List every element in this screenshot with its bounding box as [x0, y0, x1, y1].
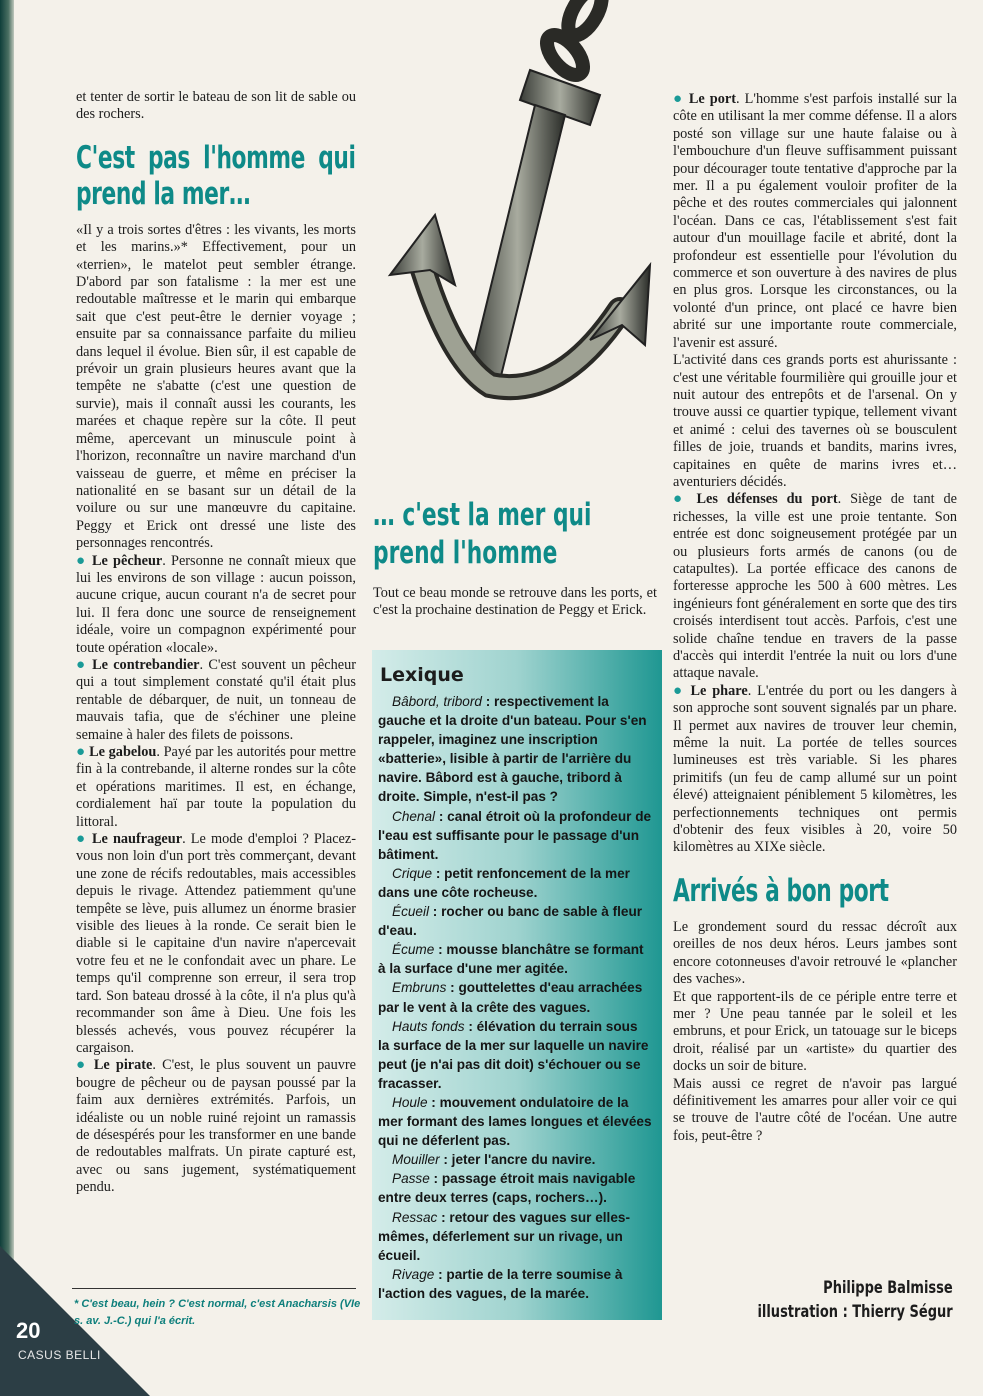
paragraph: L'activité dans ces grands ports est ahurissante : c'est une véritable fourmilière qui grouille jour et nuit autour des entrepôts et de l'arsenal. On y trouve aussi ce quartier typique, tellement vivant et animé : celui des tavernes où se bousculent filles de joie, truands et bandits, marins ivres, capitaines en quête de marins ivres et… aventuriers décidés.: [673, 352, 957, 490]
lexique-entry: Écume : mousse blanchâtre se formant à la surface d'une mer agitée.: [378, 942, 644, 977]
section-heading-2: … c'est la mer qui prend l'homme: [373, 497, 592, 571]
magazine-name: CASUS BELLI: [18, 1348, 101, 1362]
lexique-entry: Hauts fonds : élévation du terrain sous la surface de la mer sur laquelle un navire peut (je n'ai pas dit doit) s'échouer ou se fracasser.: [378, 1018, 649, 1091]
bullet-icon: ●: [76, 552, 92, 569]
lexique-entry: Écueil : rocher ou banc de sable à fleur d'eau.: [378, 904, 643, 939]
lexique-entry: Ressac : retour des vagues sur elles-mêmes, déferlement sur un rivage, un écueil.: [378, 1209, 630, 1263]
lexique-entry: Houle : mouvement ondulatoire de la mer formant des lames longues et élevées qui ne déferlent pas.: [378, 1094, 652, 1149]
paragraph: Mais aussi ce regret de n'avoir pas largué définitivement les amarres pour aller voir ce qui se trouve de l'autre côté de l'océan. Une autre fois, peut-être ?: [673, 1075, 957, 1144]
lexique-entry: Embruns : gouttelettes d'eau arrachées par le vent à la crête des vagues.: [378, 980, 643, 1015]
lexique-entry: Crique : petit renfoncement de la mer dans une côte rocheuse.: [378, 865, 630, 900]
lexique-entry: Chenal : canal étroit où la profondeur de l'eau est suffisante pour le passage d'un bâtiment.: [378, 808, 652, 862]
lexique-title: Lexique: [380, 664, 464, 686]
lexique-box: [372, 650, 662, 1320]
lexique-entry: Passe : passage étroit mais navigable entre deux terres (caps, rochers…).: [378, 1171, 636, 1206]
left-edge-strip: [0, 0, 14, 1396]
list-item: ● Le gabelou. Payé par les autorités pour mettre fin à la contrebande, il alterne rondes sur la côte et opérations maritimes. Il est, en échange, cordialement haï par toute la population du littoral.: [76, 744, 356, 830]
list-item: ● Le port. L'homme s'est parfois installé sur la côte en utilisant la mer comme défense. Il a alors posté son village sur une haute falaise ou à l'embouchure d'un fleuve suffisamment puissant pour décourager toute tentative d'approche par la mer. Il a pu également vouloir profiter de la pêche et des routes commerciales qui jalonnent l'océan. Dans ce cas, l'établissement s'est fait autour d'un mouillage facile et abrité, dont la profondeur est essentielle pour l'évolution du commerce et son ouverture à des navires de plus en plus gros. Lorsque les circonstances, ou la volonté d'un prince, ont placé ce havre bien abrité sur une importante route commerciale, l'avenir est assuré.: [673, 91, 957, 351]
list-item: ● Les défenses du port. Siège de tant de richesses, la ville est une proie tentante. Son entrée est donc soigneusement protégée par un ou plusieurs forts armés de canons (ou de catapultes). La portée efficace des canons de forteresse approche les 500 à 600 mètres. Les ingénieurs font généralement en sorte que des tirs croisés interdisent tout accès. Parfois, c'est une solide chaîne tendue en travers de la passe d'accès qui interdit l'entrée la nuit ou lors d'une attaque navale.: [673, 491, 958, 682]
list-item: ● Le contrebandier. C'est souvent un pêcheur qui a tout simplement constaté qu'il était plus rentable de débarquer, de nuit, un tonneau de mauvais tafia, que de s'échiner une pleine semaine à haler des filets de poissons.: [76, 656, 357, 743]
anchor-illustration: [360, 0, 660, 500]
list-item: ● Le naufrageur. Le mode d'emploi ? Placez-vous non loin d'un port très commerçant, devant une zone de récifs redoutables, mais accessibles depuis le rivage. Attendez patiemment qu'une tempête se lève, puis allumez un énorme brasier visible des lieues à la ronde. Ce serait bien le diable si le capitaine d'un navire n'apercevait votre feu et ne le confondait avec un phare. Le temps qu'il comprenne son erreur, il sera trop tard. Son bateau drossé à la côte, il n'a plus qu'à recommander son âme à Dieu. Une fois les blessés achevés, vous pouvez récupérer la cargaison.: [76, 831, 356, 1056]
list-item: ● Le phare. L'entrée du port ou les dangers à son approche sont souvent signalés par un phare. Il permet aux navires de trouver leur chemin, même la nuit. La portée de telles sources lumineuses est très variable. Si les phares primitifs (un feu de camp allumé sur un point élevé) atteignaient péniblement 5 kilomètres, les perfectionnements techniques ont permis d'obtenir des feux visibles à 20, voire 50 kilomètres au XIXe siècle.: [673, 682, 957, 856]
bullet-icon: ●: [76, 744, 90, 760]
author-name: Philippe Balmisse: [823, 1278, 953, 1298]
lexique-entry: Rivage : partie de la terre soumise à l'action des vagues, de la marée.: [378, 1266, 623, 1301]
bullet-icon: ●: [76, 656, 93, 673]
footnote: * C'est beau, hein ? C'est normal, c'est Anacharsis (VIe s. av. J.-C.) qui l'a écrit.: [74, 1298, 361, 1327]
lexique-entry: Mouiller : jeter l'ancre du navire.: [392, 1152, 596, 1168]
column-middle: [373, 585, 657, 620]
page-number: 20: [16, 1318, 41, 1343]
paragraph: Le grondement sourd du ressac décroît aux oreilles de nos deux héros. Leurs jambes sont encore cotonneuses d'avoir retrouvé le «plancher des vaches».: [673, 918, 957, 988]
anchor-icon: [360, 0, 660, 500]
list-item: ● Le pêcheur. Personne ne connaît mieux que lui les environs de son village : aucun poisson, aucune crique, aucun courant n'a de secret pour lui. Il fera donc une source de renseignement idéale, voire un compagnon expérimenté pour toute opération «locale».: [76, 552, 356, 656]
footnote-divider: [72, 1288, 356, 1289]
bullet-icon: ●: [76, 831, 92, 848]
section-heading-3: Arrivés à bon port: [673, 872, 889, 909]
credits: [758, 1276, 953, 1324]
paragraph: Tout ce beau monde se retrouve dans les ports, et c'est la prochaine destination de Peggy et Erick.: [373, 585, 657, 619]
intro-text: et tenter de sortir le bateau de son lit de sable ou des rochers.: [76, 89, 356, 123]
bullet-icon: ●: [673, 682, 691, 699]
bullet-icon: ●: [76, 1057, 94, 1074]
illustrator-credit: illustration : Thierry Ségur: [757, 1302, 953, 1322]
paragraph: «Il y a trois sortes d'êtres : les vivants, les morts et les marins.»* Effectivement, pour un «terrien», le matelot peut sembler étrange. D'abord par son fatalisme : la mer est une redoutable maîtresse et le marin qui embarque sait que c'est peut-être le dernier voyage ; ensuite par sa connaissance parfaite du milieu dans lequel il évolue. Bien sûr, il est capable de prévoir un grain plusieurs heures avant que la tempête ne s'abatte (c'est une question de survie), mais il connaît aussi les courants, les marées et chaque repère sur la côte. Il peut même, apercevant un minuscule point à l'horizon, reconnaître un navire marchand d'un vaisseau de guerre, et même en préciser la nationalité en se basant sur un détail de la voilure ou sur une manœuvre du capitaine. Peggy et Erick ont dressé une liste des personnages rencontrés.: [76, 221, 356, 552]
column-left: [76, 89, 356, 1197]
column-right: [673, 91, 957, 1145]
bullet-icon: ●: [673, 491, 697, 508]
bullet-icon: ●: [673, 91, 689, 107]
lexique-entry: Bâbord, tribord : respectivement la gauche et la droite d'un bateau. Pour s'en rappeler, imaginez une inscription «batterie», lisible à partir de l'arrière du navire. Bâbord est à gauche, tribord à droite. Simple, n'est-il pas ?: [378, 694, 647, 805]
section-heading-1: C'est pas l'homme qui prend la mer…: [76, 139, 356, 212]
paragraph: Et que rapportent-ils de ce périple entre terre et mer ? Une peau tannée par le soleil et les embruns, et pour Erick, un tatouage sur le biceps droit, réalisé par un «artiste» du quartier des docks un soir de biture.: [673, 988, 957, 1075]
list-item: ● Le pirate. C'est, le plus souvent un pauvre bougre de pêcheur ou de paysan poussé par la faim aux dernières extrémités. Parfois, un idéaliste ou un noble ruiné rejoint un ramassis de désespérés pour les transformer en une bande de redoutables malfrats. Un pirate capturé est, avec ou sans jugement, systématiquement pendu.: [76, 1057, 356, 1196]
